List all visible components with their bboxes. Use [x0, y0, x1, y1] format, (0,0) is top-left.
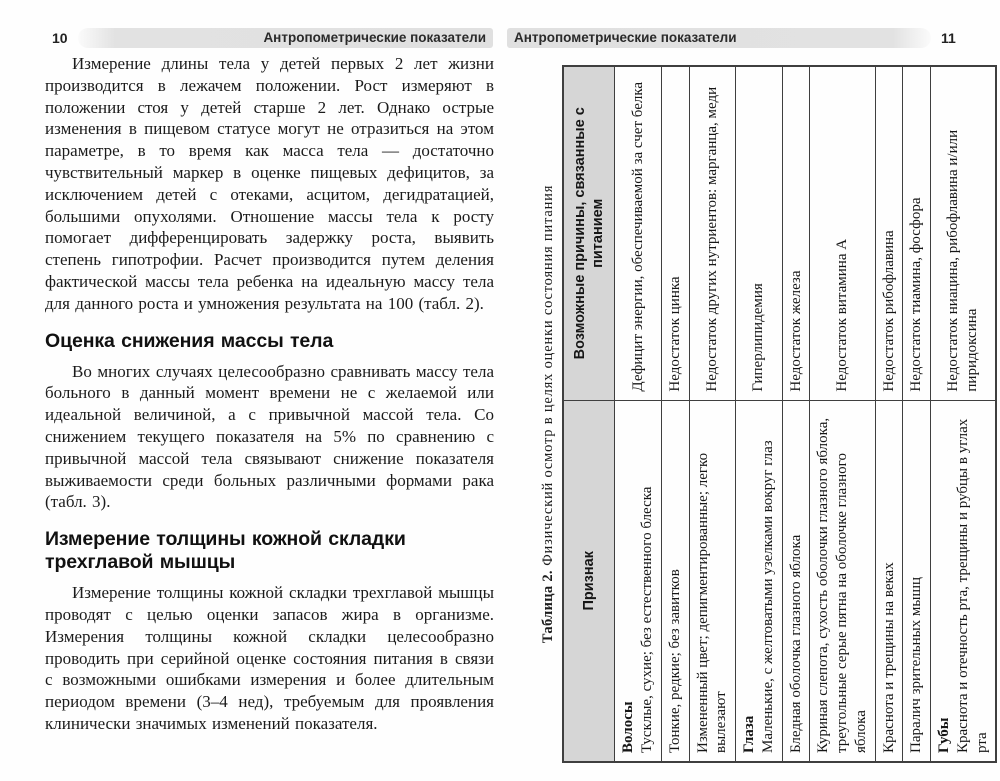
paragraph-weight-comparison: Во многих случаях целесообразно сравнивать массу тела больного в данный момент времени не с желаемой или идеальной величиной, а с привычной массой тела. Со снижением текущего показателя на 5% по сравнению с привычной массой тела связывают снижение показателя выживаемости среди больных различными формами рака (табл. 3).	[45, 361, 494, 512]
sign-cell: Глаза Маленькие, с желтоватыми узелками вокруг глаз	[736, 400, 783, 762]
table-row	[931, 66, 997, 762]
table-row	[661, 66, 689, 762]
paragraph-skinfold-measurement: Измерение толщины кожной складки трехглавой мышцы проводят с целью оценки запасов жира в организме. Измерения толщины кожной складки целесообразно проводить при серийной оценке состояния питания в связи с возможными ошибками измерения и более длительным периодом времени (3–4 нед), требуемым для проявления клинически значимых изменений показателя.	[45, 583, 494, 733]
sign-cell: Куриная слепота, сухость оболочки глазного яблока, треугольные серые пятна на оболочке глазного яблока	[810, 400, 875, 762]
column-header-cause: Возможные причины, связанные с питанием	[563, 66, 615, 400]
running-header-right-text: Антропометрические показатели	[514, 30, 737, 45]
page-number-right: 11	[941, 30, 956, 46]
sign-group-label: Губы	[936, 717, 952, 753]
table-row	[875, 66, 903, 762]
cause-cell: Дефицит энергии, обеспечиваемой за счет белка	[615, 66, 662, 400]
sign-cell: Губы Краснота и отечность рта, трещины и рубцы в углах рта	[931, 400, 997, 762]
cause-cell: Недостаток рибофлавина	[875, 66, 903, 400]
running-header-right	[507, 28, 931, 48]
sign-cell: Волосы Тусклые, сухие; без естественного блеска	[615, 400, 662, 762]
left-page-body	[45, 53, 494, 735]
section-heading-triceps-skinfold: Измерение толщины кожной складки трехглавой мышцы	[45, 528, 406, 574]
sign-group-label: Волосы	[620, 701, 637, 753]
table-caption-label: Таблица 2.	[540, 570, 556, 644]
table-body	[615, 66, 997, 762]
section-heading-weight-loss-assessment: Оценка снижения массы тела	[45, 329, 334, 352]
running-header-left	[78, 28, 493, 48]
table-row	[736, 66, 783, 762]
table-row	[810, 66, 875, 762]
cause-cell: Недостаток витамина А	[810, 66, 875, 400]
rotated-table-area	[540, 65, 997, 763]
cause-cell: Недостаток тиамина, фосфора	[903, 66, 931, 400]
sign-cell: Измененный цвет; депигментированные; легко вылезают	[689, 400, 736, 762]
cause-cell: Гиперлипидемия	[736, 66, 783, 400]
table-row	[615, 66, 662, 762]
paragraph-body-length-measurement: Измерение длины тела у детей первых 2 лет жизни производится в лежачем положении. Рост измеряют в положении стоя у детей старше 2 лет. Однако острые изменения в пищевом статусе могут не отразиться на этом параметре, в то время как масса тела — достаточно чувствительный маркер в оценке пищевых дефицитов, за исключением детей с отеками, асцитом, дегидратацией, большими опухолями. Отношение массы тела к росту помогает дифференцировать задержку роста, выявить степень гипотрофии. Расчет производится путем деления фактической массы тела ребенка на идеальную массу тела для данного роста и умножения результата на 100 (табл. 2).	[45, 54, 494, 313]
table-header-row	[563, 66, 615, 762]
cause-cell: Недостаток других нутриентов: марганца, меди	[689, 66, 736, 400]
page-number-left: 10	[52, 30, 68, 46]
running-header-left-text: Антропометрические показатели	[263, 30, 486, 45]
table-row	[903, 66, 931, 762]
sign-cell: Паралич зрительных мышц	[903, 400, 931, 762]
cause-cell: Недостаток цинка	[661, 66, 689, 400]
table-head	[563, 66, 615, 762]
column-header-sign: Признак	[563, 400, 615, 762]
table-caption-title: Физический осмотр в целях оценки состояния питания	[540, 184, 556, 571]
cause-cell: Недостаток ниацина, рибофлавина и/или пиридоксина	[931, 66, 997, 400]
table-row	[689, 66, 736, 762]
sign-cell: Бледная оболочка глазного яблока	[782, 400, 810, 762]
sign-group-label: Глаза	[741, 715, 757, 753]
table-caption	[540, 65, 557, 763]
table-row	[782, 66, 810, 762]
cause-cell: Недостаток железа	[782, 66, 810, 400]
sign-cell: Тонкие, редкие; без завитков	[661, 400, 689, 762]
physical-exam-table	[562, 65, 997, 763]
sign-cell: Краснота и трещины на веках	[875, 400, 903, 762]
